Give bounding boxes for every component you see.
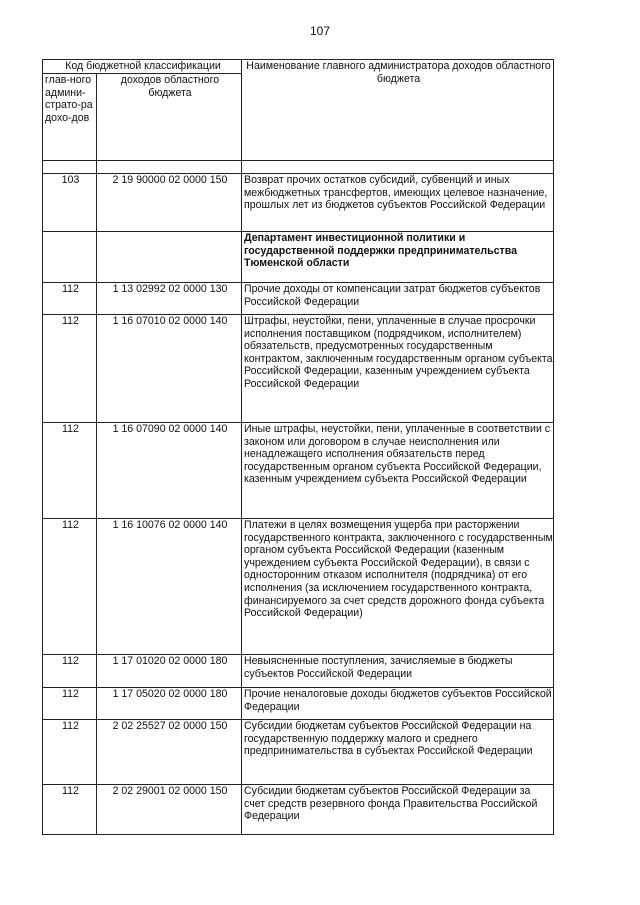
table-row	[43, 283, 554, 315]
table-row	[43, 174, 554, 232]
admin-code-cell: 112	[43, 423, 97, 519]
admin-code-cell: 112	[43, 688, 97, 720]
revenue-name-cell: Платежи в целях возмещения ущерба при расторжении государственного контракта, заключенного с государственным органом субъекта Российской Федерации (казенным учреждением субъекта Российской Федерации), в связи с односторонним отказом исполнителя (подрядчика) от его исполнения (за исключением государственного контракта, финансируемого за счет средств дорожного фонда субъекта Российской Федерации)	[242, 519, 554, 655]
header-chief-administrator: глав-ного админи-страто-ра дохо-дов	[43, 74, 97, 161]
revenue-name-cell: Возврат прочих остатков субсидий, субвенций и иных межбюджетных трансфертов, имеющих целевое назначение, прошлых лет из бюджетов субъектов Российской Федерации	[242, 174, 554, 232]
revenue-code-cell: 2 02 29001 02 0000 150	[97, 785, 242, 835]
revenue-name-cell: Невыясненные поступления, зачисляемые в бюджеты субъектов Российской Федерации	[242, 655, 554, 688]
department-name-cell: Департамент инвестиционной политики и государственной поддержки предпринимательства Тюменской области	[242, 232, 554, 283]
revenue-name-cell: Прочие доходы от компенсации затрат бюджетов субъектов Российской Федерации	[242, 283, 554, 315]
admin-code-cell: 112	[43, 283, 97, 315]
revenue-code-cell: 1 16 10076 02 0000 140	[97, 519, 242, 655]
revenue-code-cell: 2 19 90000 02 0000 150	[97, 174, 242, 232]
table-row	[43, 655, 554, 688]
table-row	[43, 423, 554, 519]
table-row	[43, 688, 554, 720]
admin-code-cell: 112	[43, 785, 97, 835]
revenue-code-cell: 1 16 07010 02 0000 140	[97, 315, 242, 423]
table-row	[43, 519, 554, 655]
table-row	[43, 785, 554, 835]
table-row	[43, 315, 554, 423]
revenue-name-cell: Прочие неналоговые доходы бюджетов субъектов Российской Федерации	[242, 688, 554, 720]
revenue-code-cell: 1 13 02992 02 0000 130	[97, 283, 242, 315]
admin-code-cell	[43, 232, 97, 283]
budget-classification-table	[42, 59, 554, 835]
revenue-name-cell: Штрафы, неустойки, пени, уплаченные в случае просрочки исполнения поставщиком (подрядчиком, исполнителем) обязательств, предусмотренных государственным контрактом, заключенным государственным органом субъекта Российской Федерации, казенным учреждением субъекта Российской Федерации	[242, 315, 554, 423]
admin-code-cell: 112	[43, 519, 97, 655]
table-row	[43, 720, 554, 785]
header-revenue-code: доходов областного бюджета	[97, 74, 242, 161]
revenue-code-cell: 1 16 07090 02 0000 140	[97, 423, 242, 519]
section-header-row	[43, 232, 554, 283]
admin-code-cell: 112	[43, 655, 97, 688]
revenue-code-cell: 2 02 25527 02 0000 150	[97, 720, 242, 785]
admin-code-cell: 112	[43, 315, 97, 423]
revenue-name-cell: Субсидии бюджетам субъектов Российской Федерации на государственную поддержку малого и среднего предпринимательства в субъектах Российской Федерации	[242, 720, 554, 785]
header-administrator-name: Наименование главного администратора доходов областного бюджета	[242, 60, 554, 161]
revenue-code-cell: 1 17 01020 02 0000 180	[97, 655, 242, 688]
header-budget-classification-code: Код бюджетной классификации	[43, 60, 242, 74]
revenue-name-cell: Субсидии бюджетам субъектов Российской Федерации за счет средств резервного фонда Правительства Российской Федерации	[242, 785, 554, 835]
admin-code-cell: 103	[43, 174, 97, 232]
revenue-code-cell: 1 17 05020 02 0000 180	[97, 688, 242, 720]
admin-code-cell: 112	[43, 720, 97, 785]
header-spacer-row	[43, 161, 554, 174]
revenue-code-cell	[97, 232, 242, 283]
page-number: 107	[309, 24, 331, 38]
revenue-name-cell: Иные штрафы, неустойки, пени, уплаченные в соответствии с законом или договором в случае неисполнения или ненадлежащего исполнения обязательств перед государственным органом субъекта Российской Федерации, казенным учреждением субъекта Российской Федерации	[242, 423, 554, 519]
